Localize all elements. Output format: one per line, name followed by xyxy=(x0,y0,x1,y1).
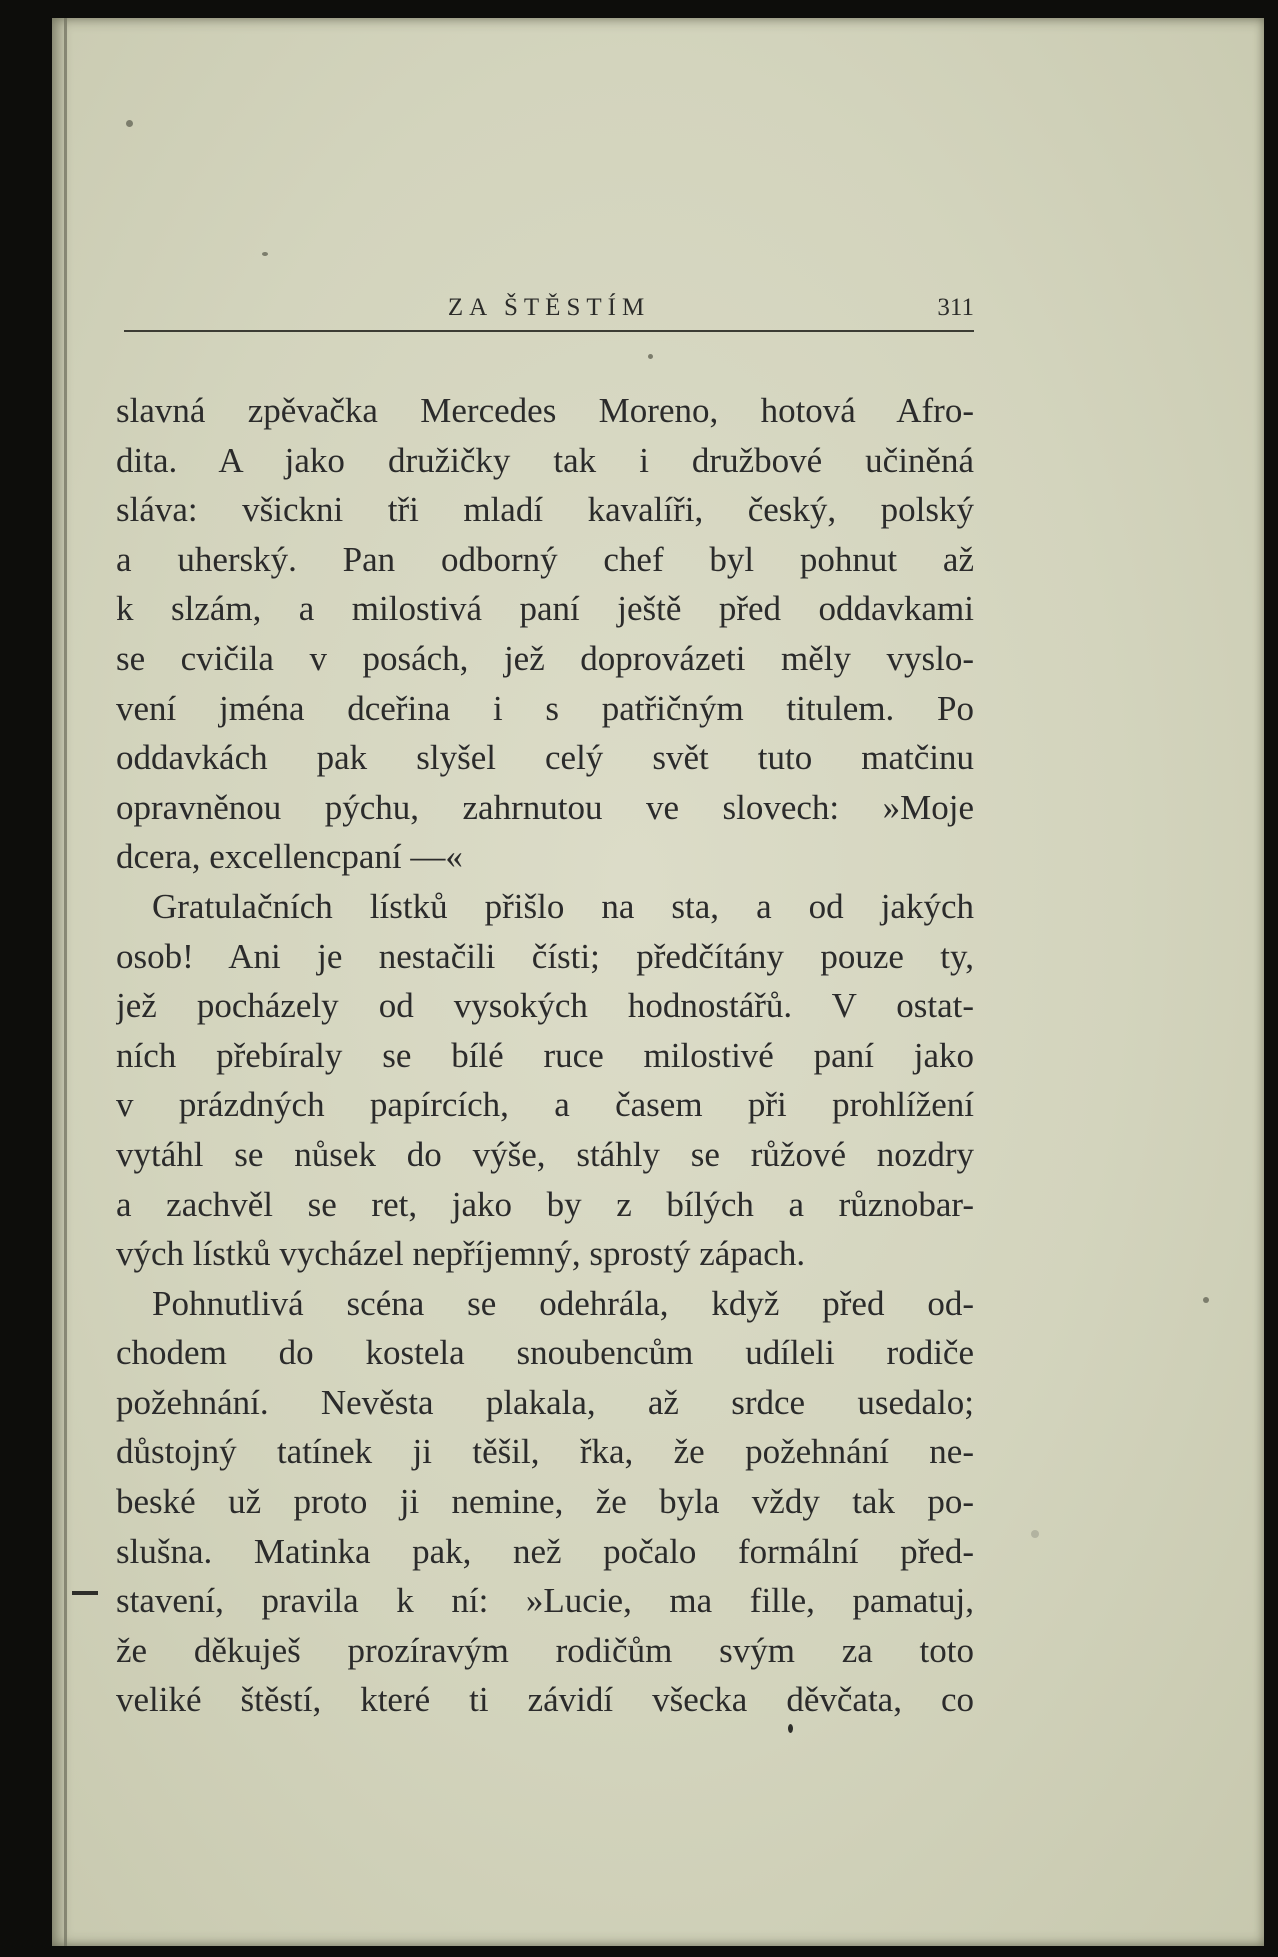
text-line: vých lístků vycházel nepříjemný, sprostý zápach. xyxy=(116,1234,806,1274)
running-title: ZA ŠTĚSTÍM xyxy=(447,294,651,321)
text-line: vení jména dceřina i s patřičným titulem. Po xyxy=(116,688,974,728)
page-header xyxy=(124,290,974,332)
page-number: 311 xyxy=(937,294,974,321)
paper-speck xyxy=(126,120,133,127)
text-line: ních přebíraly se bílé ruce milostivé paní jako xyxy=(116,1035,974,1075)
margin-mark xyxy=(72,1591,98,1595)
text-line: sláva: všickni tři mladí kavalíři, český, polský xyxy=(116,490,974,530)
text-line: oddavkách pak slyšel celý svět tuto matčinu xyxy=(116,738,974,778)
text-line: dcera, excellencpaní —« xyxy=(116,837,463,877)
paragraph-start: Pohnutlivá scéna se odehrála, když před od- xyxy=(152,1283,974,1323)
text-line: osob! Ani je nestačili čísti; předčítány pouze ty, xyxy=(116,936,974,976)
page-gutter xyxy=(64,18,67,1946)
text-line: slavná zpěvačka Mercedes Moreno, hotová Afro- xyxy=(116,391,974,430)
paper-speck xyxy=(1031,1530,1039,1538)
paper-speck xyxy=(1203,1297,1209,1303)
text-line: beské už proto ji nemine, že byla vždy tak po- xyxy=(116,1482,974,1522)
text-line: a zachvěl se ret, jako by z bílých a různobar- xyxy=(116,1184,974,1224)
paper-speck xyxy=(262,252,268,256)
paragraph-start: Gratulačních lístků přišlo na sta, a od jakých xyxy=(152,886,974,926)
text-line: veliké štěstí, které ti závidí všecka děvčata, co xyxy=(116,1680,974,1720)
text-line: požehnání. Nevěsta plakala, až srdce usedalo; xyxy=(116,1382,974,1422)
text-line: opravněnou pýchu, zahrnutou ve slovech: »Moje xyxy=(116,787,974,827)
text-line: slušna. Matinka pak, než počalo formální před- xyxy=(116,1531,974,1571)
text-line: jež pocházely od vysokých hodnostářů. V ostat- xyxy=(116,986,974,1026)
text-line: vytáhl se nůsek do výše, stáhly se růžové nozdry xyxy=(116,1134,974,1174)
paper-speck xyxy=(788,1724,793,1733)
text-line: k slzám, a milostivá paní ještě před oddavkami xyxy=(116,589,974,629)
text-line: stavení, pravila k ní: »Lucie, ma fille, pamatuj, xyxy=(116,1581,974,1621)
text-line: v prázdných papírcích, a časem při prohlížení xyxy=(116,1085,974,1125)
text-line: chodem do kostela snoubencům udíleli rodiče xyxy=(116,1333,974,1373)
paper-speck xyxy=(648,354,653,359)
text-line: že děkuješ prozíravým rodičům svým za toto xyxy=(116,1630,974,1670)
text-line: důstojný tatínek ji těšil, řka, že požehnání ne- xyxy=(116,1432,974,1472)
text-line: a uherský. Pan odborný chef byl pohnut až xyxy=(116,539,974,579)
body-text xyxy=(116,386,974,1725)
text-line: se cvičila v posách, jež doprovázeti měly vyslo- xyxy=(116,638,974,678)
text-line: dita. A jako družičky tak i družbové učiněná xyxy=(116,440,974,480)
